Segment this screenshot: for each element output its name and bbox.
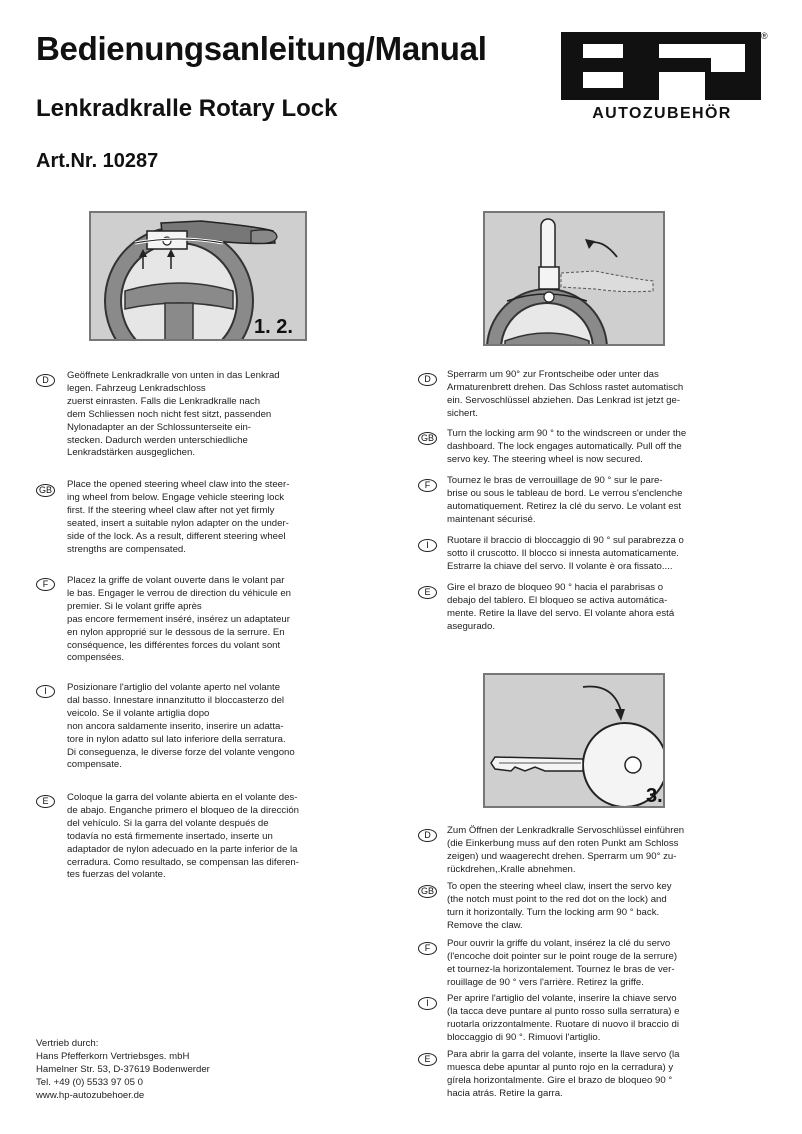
instruction-es-step3: Para abrir la garra del volante, inserte la llave servo (la muesca debe apuntar al punto rojo en la cerradura) y gírela horizontalmente. Gire el brazo de bloqueo 90 ° hacia atrás. Retire la garra. (447, 1049, 680, 1099)
instruction-fr-step1: Placez la griffe de volant ouverte dans le volant par le bas. Engager le verrou de direction du véhicule en premier. Si le volant griffe après pas encore fermement inséré, insérez un adaptateur en nylon approprié sur le dessous de la serrure. En conséquence, les différentes forces du volant sont compensées. (67, 575, 291, 664)
lang-badge-de: D (418, 373, 437, 386)
figure-label-1-2: 1. 2. (254, 316, 293, 338)
instruction-de-step1: Geöffnete Lenkradkralle von unten in das Lenkrad legen. Fahrzeug Lenkradschloss zuerst einrasten. Falls die Lenkradkralle nach dem Schliessen noch nicht fest sitzt, passenden Nylonadapter an der Schlossunterseite ein- stecken. Dadurch werden unterschiedliche Lenkradstärken ausgeglichen. (67, 370, 280, 459)
instruction-es-step2: Gire el brazo de bloqueo 90 ° hacia el parabrisas o debajo del tablero. El bloqueo se activa automática- mente. Retire la llave del servo. El volante ahora está asegurado. (447, 582, 675, 632)
instruction-gb-step3: To open the steering wheel claw, insert the servo key (the notch must point to the red dot on the lock) and turn it horizontally. Turn the locking arm 90 ° back. Remove the claw. (447, 881, 672, 931)
lang-badge-it: I (418, 997, 437, 1010)
instruction-gb-step2: Turn the locking arm 90 ° to the windscreen or under the dashboard. The lock engages automatically. Pull off the servo key. The steering wheel is now secured. (447, 428, 687, 465)
registered-mark: ® (761, 31, 768, 41)
instruction-de-step2: Sperrarm um 90° zur Frontscheibe oder unter das Armaturenbrett drehen. Das Schloss rastet automatisch ein. Servoschlüssel abziehen. Das Lenkrad ist jetzt ge- sichert. (447, 369, 684, 419)
lang-badge-it: I (36, 685, 55, 698)
instruction-de-step3: Zum Öffnen der Lenkradkralle Servoschlüssel einführen (die Einkerbung muss auf den roten Punkt am Schloss zeigen) und waagerecht drehen. Sperrarm um 90° zu- rückdrehen,.Kralle abnehmen. (447, 825, 685, 875)
lang-badge-fr: F (418, 942, 437, 955)
servo-key-illustration (485, 675, 663, 806)
figure-servo-key (483, 673, 665, 808)
instruction-it-step3: Per aprire l'artiglio del volante, inserire la chiave servo (la tacca deve puntare al punto rosso sulla serratura) e ruotarla orizzontalmente. Ruotare di nuovo il braccio di bloccaggio di 90 °. Rimuovi l'artiglio. (447, 993, 680, 1043)
instruction-fr-step3: Pour ouvrir la griffe du volant, insérez la clé du servo (l'encoche doit pointer sur le point rouge de la serrure) et tournez-la horizontalement. Tournez le bras de ver- rouillage de 90 ° vers l'arrière. Retirez la griffe. (447, 938, 678, 988)
instruction-fr-step2: Tournez le bras de verrouillage de 90 ° sur le pare- brise ou sous le tableau de bord. Le verrou s'enclenche automatiquement. Retirez la clé du servo. Le volant est maintenant sécurisé. (447, 475, 683, 525)
lang-badge-gb: GB (418, 885, 437, 898)
lang-badge-es: E (418, 1053, 437, 1066)
lang-badge-fr: F (418, 479, 437, 492)
lang-badge-de: D (418, 829, 437, 842)
figure-label-3: 3. (646, 785, 663, 807)
instruction-gb-step1: Place the opened steering wheel claw into the steer- ing wheel from below. Engage vehicle steering lock first. If the steering wheel claw after not yet firmly seated, insert a suitable nylon adapter on the under- side of the lock. As a result, different steering wheel strengths are compensated. (67, 479, 290, 555)
product-name: Lenkradkralle Rotary Lock (36, 95, 338, 122)
article-number: Art.Nr. 10287 (36, 150, 159, 172)
figure-rotate-arm (483, 211, 665, 346)
distributor-info: Vertrieb durch: Hans Pfefferkorn Vertriebsges. mbH Hamelner Str. 53, D-37619 Bodenwerder Tel. +49 (0) 5533 97 05 0 www.hp-autozubehoer.de (36, 1038, 210, 1101)
lang-badge-gb: GB (418, 432, 437, 445)
instruction-es-step1: Coloque la garra del volante abierta en el volante des- de abajo. Enganche primero el bloqueo de la dirección del vehículo. Si la garra del volante después de todavía no está firmemente insertado, inserte un adaptador de nylon adecuado en la parte inferior de la cerradura. Como resultado, se compensan las diferen- tes fuerzas del volante. (67, 792, 300, 881)
lang-badge-de: D (36, 374, 55, 387)
manual-title: Bedienungsanleitung/Manual (36, 30, 487, 67)
locking-arm-illustration (485, 213, 663, 344)
logo-text: AUTOZUBEHÖR (592, 105, 732, 122)
lang-badge-es: E (36, 795, 55, 808)
lang-badge-gb: GB (36, 484, 55, 497)
lang-badge-it: I (418, 539, 437, 552)
lang-badge-es: E (418, 586, 437, 599)
instruction-it-step1: Posizionare l'artiglio del volante aperto nel volante dal basso. Innestare innanzitutto il bloccasterzo del veicolo. Se il volante artiglia dopo non ancora saldamente inserito, inserire un adatta- tore in nylon adatto sul lato inferiore della serratura. Di conseguenza, le diverse forze del volante vengono compensate. (67, 682, 295, 771)
instruction-it-step2: Ruotare il braccio di bloccaggio di 90 ° sul parabrezza o sotto il cruscotto. Il blocco si innesta automaticamente. Estrarre la chiave del servo. Il volante è ora fissato.... (447, 535, 684, 572)
lang-badge-fr: F (36, 578, 55, 591)
